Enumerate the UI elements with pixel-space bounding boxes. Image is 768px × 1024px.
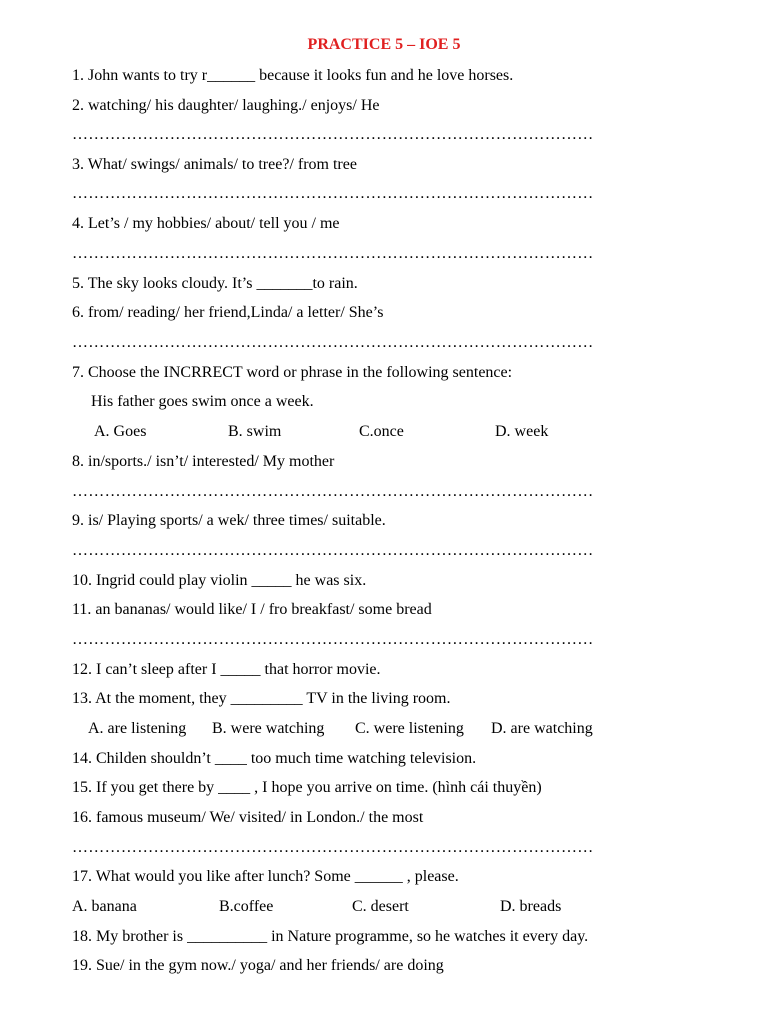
question-16: 16. famous museum/ We/ visited/ in London./ the most	[72, 809, 424, 826]
answer-line-16: ……………………………………………………………………………………	[72, 839, 594, 856]
q13-option-b: B. were watching	[212, 720, 325, 737]
q13-option-a: A. are listening	[88, 720, 187, 737]
question-10: 10. Ingrid could play violin _____ he was six.	[72, 572, 367, 589]
page-title: PRACTICE 5 – IOE 5	[307, 36, 461, 53]
answer-line-3: ……………………………………………………………………………………	[72, 185, 594, 202]
q17-option-d: D. breads	[500, 898, 562, 915]
question-1: 1. John wants to try r______ because it looks fun and he love horses.	[72, 67, 514, 84]
q17-option-c: C. desert	[352, 898, 409, 915]
question-3: 3. What/ swings/ animals/ to tree?/ from tree	[72, 156, 357, 173]
q17-option-b: B.coffee	[219, 898, 274, 915]
question-17: 17. What would you like after lunch? Some ______ , please.	[72, 868, 459, 885]
answer-line-9: ……………………………………………………………………………………	[72, 542, 594, 559]
answer-line-8: ……………………………………………………………………………………	[72, 483, 594, 500]
q13-option-c: C. were listening	[355, 720, 464, 737]
question-11: 11. an bananas/ would like/ I / fro breakfast/ some bread	[72, 601, 432, 618]
q7-option-d: D. week	[495, 423, 549, 440]
question-9: 9. is/ Playing sports/ a wek/ three times/ suitable.	[72, 512, 386, 529]
answer-line-6: ……………………………………………………………………………………	[72, 334, 594, 351]
question-7-sentence: His father goes swim once a week.	[91, 393, 314, 410]
q13-option-d: D. are watching	[491, 720, 593, 737]
question-14: 14. Childen shouldn’t ____ too much time watching television.	[72, 750, 477, 767]
q7-option-a: A. Goes	[94, 423, 147, 440]
question-15: 15. If you get there by ____ , I hope you arrive on time. (hình cái thuyền)	[72, 779, 542, 796]
question-19: 19. Sue/ in the gym now./ yoga/ and her friends/ are doing	[72, 957, 444, 974]
question-6: 6. from/ reading/ her friend,Linda/ a letter/ She’s	[72, 304, 384, 321]
question-2: 2. watching/ his daughter/ laughing./ enjoys/ He	[72, 97, 380, 114]
q7-option-c: C.once	[359, 423, 404, 440]
answer-line-4: ……………………………………………………………………………………	[72, 245, 594, 262]
question-12: 12. I can’t sleep after I _____ that horror movie.	[72, 661, 381, 678]
question-4: 4. Let’s / my hobbies/ about/ tell you / me	[72, 215, 340, 232]
question-7: 7. Choose the INCRRECT word or phrase in the following sentence:	[72, 364, 513, 381]
answer-line-2: ……………………………………………………………………………………	[72, 126, 594, 143]
question-13: 13. At the moment, they _________ TV in the living room.	[72, 690, 451, 707]
answer-line-11: ……………………………………………………………………………………	[72, 631, 594, 648]
question-18: 18. My brother is __________ in Nature programme, so he watches it every day.	[72, 928, 589, 945]
question-5: 5. The sky looks cloudy. It’s _______to rain.	[72, 275, 358, 292]
question-8: 8. in/sports./ isn’t/ interested/ My mother	[72, 453, 335, 470]
q17-option-a: A. banana	[72, 898, 137, 915]
q7-option-b: B. swim	[228, 423, 282, 440]
